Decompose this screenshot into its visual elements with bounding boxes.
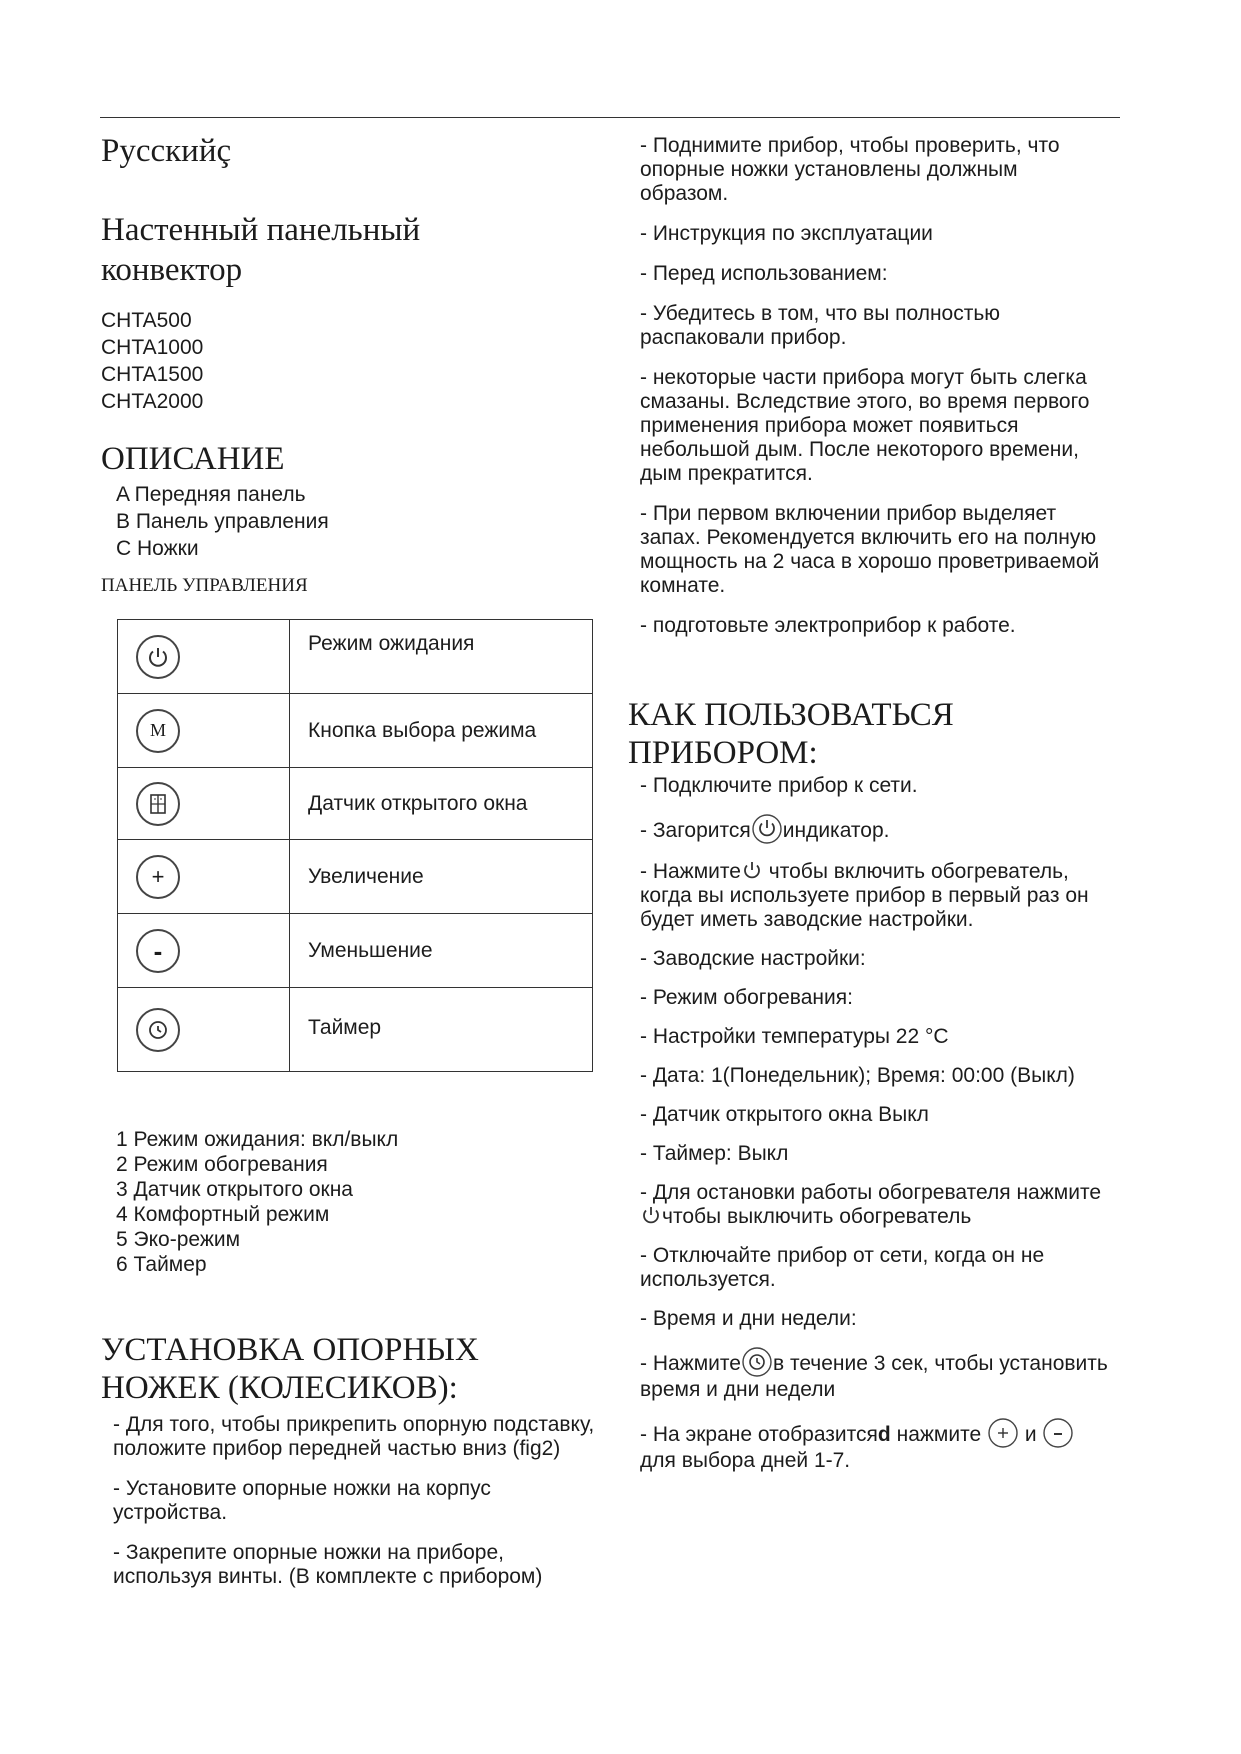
- paragraph: - некоторые части прибора могут быть слегка смазаны. Вследствие этого, во время первого применения прибора может появиться небольшой дым. После некоторого времени, дым прекратится.: [640, 366, 1090, 485]
- preparation-instructions: [640, 134, 1110, 654]
- row-label: Кнопка выбора режима: [290, 694, 593, 768]
- power-icon: [751, 813, 783, 845]
- description-item: B Панель управления: [116, 510, 329, 533]
- control-panel-heading: ПАНЕЛЬ УПРАВЛЕНИЯ: [101, 575, 308, 596]
- text: - Загорится: [640, 819, 751, 842]
- list-item: 6 Таймер: [116, 1253, 207, 1276]
- paragraph: - Настройки температуры 22 °C: [640, 1025, 949, 1048]
- table-row: [118, 694, 593, 768]
- feature-list: [116, 1127, 398, 1277]
- list-item: 3 Датчик открытого окна: [116, 1178, 353, 1201]
- paragraph: [640, 1417, 1110, 1473]
- how-to-heading: [628, 696, 954, 772]
- row-label: Увеличение: [290, 840, 593, 914]
- legs-heading-line1: УСТАНОВКА ОПОРНЫХ: [101, 1332, 479, 1368]
- description-list: [116, 481, 329, 562]
- mode-m-icon: M: [136, 709, 180, 753]
- text: в течение 3 сек, чтобы установить время и дни недели: [640, 1352, 1108, 1401]
- model-item: CHTA1000: [101, 336, 204, 359]
- paragraph: - Таймер: Выкл: [640, 1142, 789, 1165]
- text: нажмите: [896, 1423, 982, 1446]
- text: и: [1024, 1423, 1037, 1446]
- product-title: [101, 210, 420, 290]
- power-icon: [741, 860, 763, 882]
- table-row: [118, 988, 593, 1072]
- text: индикатор.: [782, 819, 890, 842]
- paragraph: - Поднимите прибор, чтобы проверить, что опорные ножки установлены должным образом.: [640, 134, 1060, 205]
- plus-icon: +: [136, 855, 180, 899]
- display-d-glyph: d: [877, 1423, 891, 1446]
- paragraph: - Убедитесь в том, что вы полностью распаковали прибор.: [640, 302, 1001, 349]
- table-row: [118, 620, 593, 694]
- paragraph: - подготовьте электроприбор к работе.: [640, 614, 1016, 637]
- how-to-heading-line2: ПРИБОРОМ:: [628, 735, 818, 771]
- paragraph: - При первом включении прибор выделяет запах. Рекомендуется включить его на полную мощность на 2 часа в хорошо проветриваемой комнате.: [640, 502, 1100, 597]
- power-icon: [136, 635, 180, 679]
- list-item: 4 Комфортный режим: [116, 1203, 330, 1226]
- paragraph: - Дата: 1(Понедельник); Время: 00:00 (Выкл): [640, 1064, 1075, 1087]
- paragraph: - Перед использованием:: [640, 262, 888, 285]
- text: чтобы включить обогреватель, когда вы используете прибор в первый раз он будет иметь заводские настройки.: [640, 860, 1089, 931]
- paragraph: - Время и дни недели:: [640, 1307, 857, 1330]
- paragraph: [640, 860, 1110, 932]
- text: - Нажмите: [640, 860, 741, 883]
- model-item: CHTA500: [101, 309, 192, 332]
- paragraph: [640, 813, 1110, 845]
- legs-heading-line2: НОЖЕК (КОЛЕСИКОВ):: [101, 1370, 458, 1406]
- row-label: Таймер: [290, 988, 593, 1072]
- top-rule: [100, 117, 1120, 118]
- how-to-heading-line1: КАК ПОЛЬЗОВАТЬСЯ: [628, 697, 954, 733]
- product-title-line1: Настенный панельный: [101, 212, 421, 248]
- text: для выбора дней 1-7.: [640, 1449, 851, 1472]
- paragraph: - Закрепите опорные ножки на приборе, используя винты. (В комплекте с прибором): [113, 1541, 543, 1588]
- description-heading: ОПИСАНИЕ: [101, 441, 285, 477]
- legs-heading: [101, 1331, 479, 1407]
- minus-icon: [1042, 1417, 1074, 1449]
- description-item: A Передняя панель: [116, 483, 306, 506]
- row-label: Режим ожидания: [290, 620, 593, 694]
- window-sensor-icon: [136, 782, 180, 826]
- list-item: 5 Эко-режим: [116, 1228, 241, 1251]
- text: - Нажмите: [640, 1352, 741, 1375]
- control-panel-table: [117, 619, 593, 1072]
- paragraph: [640, 1346, 1110, 1402]
- table-row: [118, 768, 593, 840]
- list-item: 2 Режим обогревания: [116, 1153, 328, 1176]
- usage-instructions: [640, 774, 1110, 1488]
- legs-instructions: [113, 1413, 603, 1605]
- paragraph: - Отключайте прибор от сети, когда он не используется.: [640, 1244, 1045, 1291]
- model-item: CHTA1500: [101, 363, 204, 386]
- paragraph: - Датчик открытого окна Выкл: [640, 1103, 929, 1126]
- paragraph: - Заводские настройки:: [640, 947, 866, 970]
- minus-icon: -: [136, 929, 180, 973]
- table-row: [118, 914, 593, 988]
- language-label: Русскийç: [101, 133, 232, 169]
- table-row: [118, 840, 593, 914]
- text: чтобы выключить обогреватель: [662, 1205, 972, 1228]
- paragraph: - Установите опорные ножки на корпус устройства.: [113, 1477, 491, 1524]
- product-title-line2: конвектор: [101, 252, 243, 288]
- timer-clock-icon: [136, 1008, 180, 1052]
- paragraph: - Подключите прибор к сети.: [640, 774, 918, 797]
- paragraph: - Инструкция по эксплуатации: [640, 222, 933, 245]
- list-item: 1 Режим ожидания: вкл/выкл: [116, 1128, 399, 1151]
- description-item: C Ножки: [116, 537, 199, 560]
- power-icon: [640, 1205, 662, 1227]
- paragraph: - Режим обогревания:: [640, 986, 853, 1009]
- paragraph: [640, 1181, 1110, 1229]
- row-label: Уменьшение: [290, 914, 593, 988]
- text: - На экране отобразится: [640, 1423, 878, 1446]
- row-label: Датчик открытого окна: [290, 768, 593, 840]
- model-item: CHTA2000: [101, 390, 204, 413]
- timer-clock-icon: [741, 1346, 773, 1378]
- plus-icon: [987, 1417, 1019, 1449]
- model-list: [101, 307, 203, 415]
- paragraph: - Для того, чтобы прикрепить опорную подставку, положите прибор передней частью вниз (fig2): [113, 1413, 595, 1460]
- text: - Для остановки работы обогревателя нажмите: [640, 1181, 1102, 1204]
